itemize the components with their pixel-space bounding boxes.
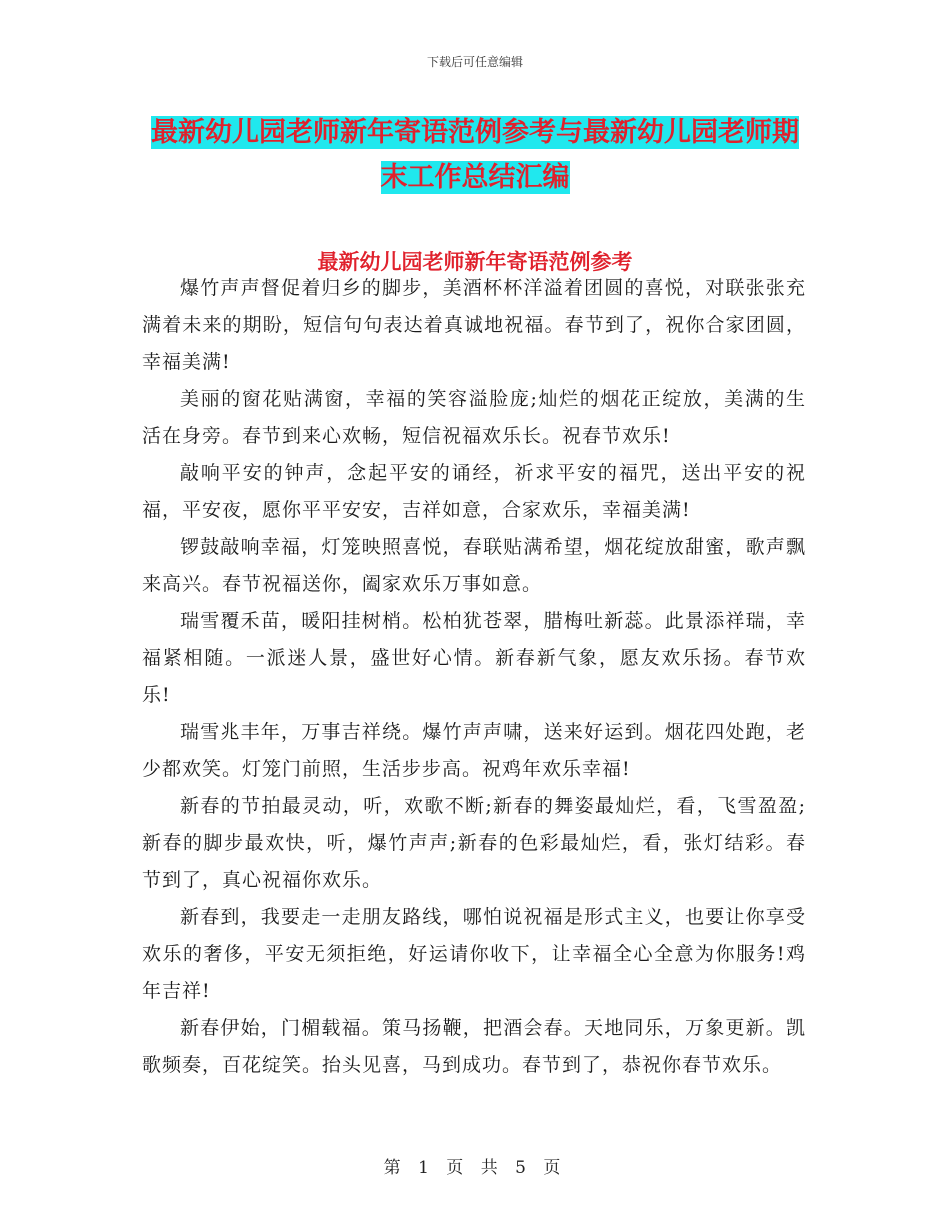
main-title: [140, 110, 810, 200]
paragraph: 锣鼓敲响幸福，灯笼映照喜悦，春联贴满希望，烟花绽放甜蜜，歌声飘来高兴。春节祝福送你，阖家欢乐万事如意。: [142, 536, 806, 595]
paragraph: 敲响平安的钟声，念起平安的诵经，祈求平安的福咒，送出平安的祝福，平安夜，愿你平平安安，吉祥如意，合家欢乐，幸福美满!: [142, 462, 806, 521]
paragraph: 爆竹声声督促着归乡的脚步，美酒杯杯洋溢着团圆的喜悦，对联张张充满着未来的期盼，短信句句表达着真诚地祝福。春节到了，祝你合家团圆，幸福美满!: [142, 277, 806, 373]
paragraph: 新春到，我要走一走朋友路线，哪怕说祝福是形式主义，也要让你享受欢乐的奢侈，平安无须拒绝，好运请你收下，让幸福全心全意为你服务!鸡年吉祥!: [142, 906, 806, 1002]
paragraph: 瑞雪覆禾苗，暖阳挂树梢。松柏犹苍翠，腊梅吐新蕊。此景添祥瑞，幸福紧相随。一派迷人景，盛世好心情。新春新气象，愿友欢乐扬。春节欢乐!: [142, 610, 806, 706]
header-note: 下载后可任意编辑: [426, 55, 523, 69]
body-text: [142, 270, 806, 1084]
page-footer: 第 1 页 共 5 页: [383, 1158, 567, 1178]
paragraph: 新春的节拍最灵动，听，欢歌不断;新春的舞姿最灿烂，看，飞雪盈盈;新春的脚步最欢快，听，爆竹声声;新春的色彩最灿烂，看，张灯结彩。春节到了，真心祝福你欢乐。: [142, 795, 806, 891]
paragraph: 美丽的窗花贴满窗，幸福的笑容溢脸庞;灿烂的烟花正绽放，美满的生活在身旁。春节到来心欢畅，短信祝福欢乐长。祝春节欢乐!: [142, 388, 806, 447]
paragraph: 新春伊始，门楣载福。策马扬鞭，把酒会春。天地同乐，万象更新。凯歌频奏，百花绽笑。抬头见喜，马到成功。春节到了，恭祝你春节欢乐。: [142, 1017, 806, 1076]
section-title: 最新幼儿园老师新年寄语范例参考: [317, 250, 633, 274]
main-title-text: 最新幼儿园老师新年寄语范例参考与最新幼儿园老师期末工作总结汇编: [151, 117, 799, 193]
paragraph: 瑞雪兆丰年，万事吉祥绕。爆竹声声啸，送来好运到。烟花四处跑，老少都欢笑。灯笼门前照，生活步步高。祝鸡年欢乐幸福!: [142, 721, 806, 780]
